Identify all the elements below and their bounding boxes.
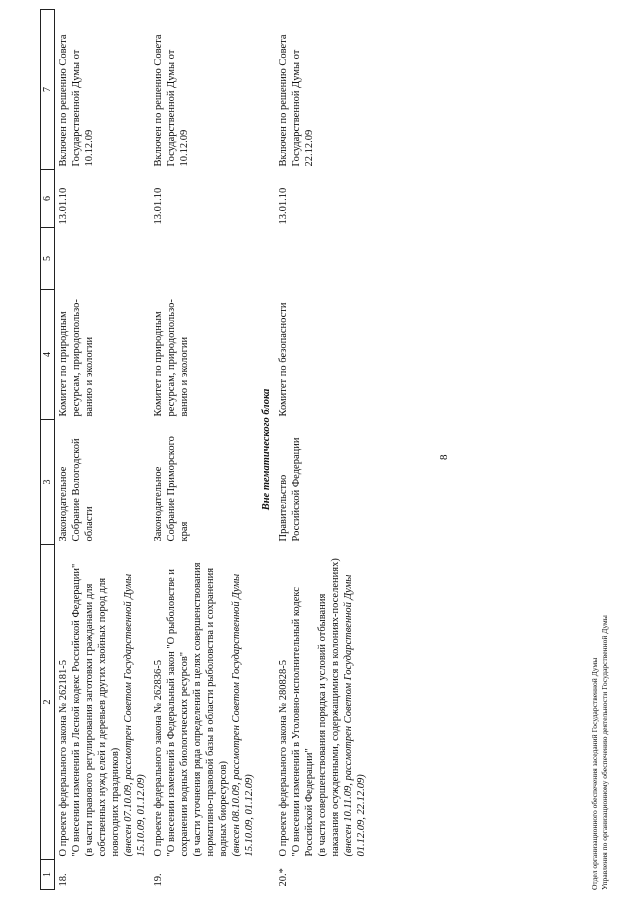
footer-line-2: Управления по организационному обеспечению деятельности Государственной Думы — [600, 615, 609, 890]
bill-description — [275, 545, 370, 860]
bill-detail: (в части совершенствования порядка и условий отбывания наказания осужденными, содержащимися в колониях-поселениях) — [317, 558, 341, 857]
bill-note: (внесен 10.11.09, рассмотрен Советом Государственной Думы 01.12.09, 22.12.09) — [343, 574, 367, 857]
bill-col5 — [275, 228, 370, 290]
row-number: 20.* — [278, 868, 289, 887]
table-row — [55, 10, 151, 890]
header-col-4: 4 — [41, 290, 55, 420]
bill-date: 13.01.10 — [58, 187, 69, 225]
bill-decision: Включен по решению Совета Государственной Думы от 22.12.09 — [278, 34, 315, 167]
footer-line-1: Отдел организационного обеспечения заседаний Государственной Думы — [590, 657, 599, 890]
bill-description — [55, 545, 151, 860]
bill-committee: Комитет по безопасности — [278, 302, 289, 417]
header-col-5: 5 — [41, 228, 55, 290]
bill-author: Законодательное Собрание Вологодской области — [58, 438, 95, 542]
bill-date: 13.01.10 — [153, 187, 164, 225]
header-row — [41, 10, 55, 890]
bill-name: "О внесении изменений в Лесной кодекс Российской Федерации" — [71, 563, 82, 857]
row-number: 18. — [58, 873, 69, 887]
row-number: 19. — [153, 873, 164, 887]
table-row — [275, 10, 370, 890]
footer — [590, 615, 610, 890]
bill-decision: Включен по решению Совета Государственной Думы от 10.12.09 — [58, 34, 95, 167]
header-col-2: 2 — [41, 545, 55, 860]
bill-detail: (в части правового регулирования заготовки гражданами для собственных нужд елей и деревьев других хвойных пород для новогодних праздников) — [84, 577, 121, 857]
bill-title: О проекте федерального закона № 262181-5 — [58, 659, 69, 857]
header-col-7: 7 — [41, 10, 55, 170]
table-row — [150, 10, 258, 890]
bill-name: "О внесении изменений в Федеральный закон "О рыболовстве и сохранении водных биологических ресурсов" — [166, 568, 190, 857]
page-number: 8 — [438, 454, 450, 460]
bill-committee: Комитет по природным ресурсам, природопользо-ванию и экологии — [58, 299, 95, 417]
bill-committee: Комитет по природным ресурсам, природопользо-ванию и экологии — [153, 299, 190, 417]
header-col-3: 3 — [41, 420, 55, 545]
bill-note: (внесен 08.10.09, рассмотрен Советом Государственной Думы 15.10.09, 01.12.09) — [231, 573, 255, 857]
section-row — [258, 10, 275, 890]
bill-detail: (в части уточнения ряда определений в целях совершенствования нормативно-правовой базы в области рыболовства и сохранения водных биоресурсов) — [192, 562, 229, 857]
bill-author: Правительство Российской Федерации — [278, 437, 302, 542]
bill-decision: Включен по решению Совета Государственной Думы от 10.12.09 — [153, 34, 190, 167]
header-col-1: 1 — [41, 860, 55, 890]
bill-col5 — [150, 228, 258, 290]
bill-description — [150, 545, 258, 860]
bill-author: Законодательное Собрание Приморского края — [153, 436, 190, 542]
bill-note: (внесен 07.10.09, рассмотрен Советом Государственной Думы 15.10.09, 01.12.09) — [123, 573, 147, 857]
bill-name: "О внесении изменений в Уголовно-исполнительный кодекс Российской Федерации" — [291, 587, 315, 857]
bill-date: 13.01.10 — [278, 187, 289, 225]
agenda-table — [40, 9, 370, 890]
bill-title: О проекте федерального закона № 280828-5 — [278, 659, 289, 857]
header-col-6: 6 — [41, 170, 55, 228]
bill-col5 — [55, 228, 151, 290]
section-title: Вне тематического блока — [261, 388, 272, 511]
document-page — [10, 10, 630, 890]
bill-title: О проекте федерального закона № 262836-5 — [153, 659, 164, 857]
